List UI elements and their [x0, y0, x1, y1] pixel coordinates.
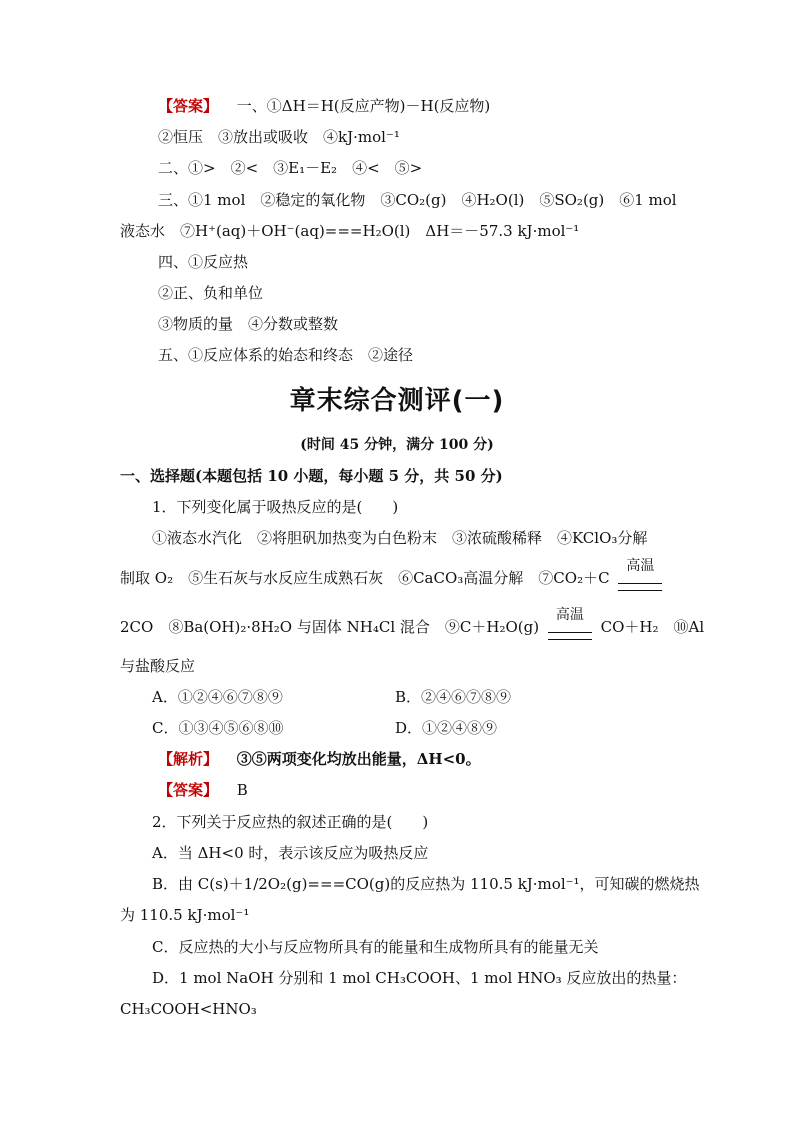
- q1-line-2-text: 制取 O₂ ⑤生石灰与水反应生成熟石灰 ⑥CaCO₃高温分解 ⑦CO₂＋C: [120, 569, 610, 587]
- answer-line-8: ③物质的量 ④分数或整数: [158, 315, 339, 333]
- q2-option-b-cont: 为 110.5 kJ·mol⁻¹: [120, 906, 250, 924]
- reaction-condition-1: [618, 558, 662, 583]
- reaction-condition-2: [548, 607, 592, 632]
- q1-answer-tag: 【答案】: [158, 781, 219, 799]
- q1-option-c: C．①③④⑤⑥⑧⑩: [152, 719, 284, 737]
- q1-line-2: [120, 558, 662, 588]
- q2-stem: 2．下列关于反应热的叙述正确的是( ): [152, 813, 429, 831]
- q2-option-a: A．当 ΔH<0 时，表示该反应为吸热反应: [152, 844, 429, 862]
- q1-option-a: A．①②④⑥⑦⑧⑨: [152, 688, 283, 706]
- q2-option-d-cont: CH₃COOH<HNO₃: [120, 1000, 257, 1018]
- q1-answer: [158, 780, 248, 800]
- section-heading: 一、选择题(本题包括 10 小题，每小题 5 分，共 50 分): [120, 467, 503, 485]
- q1-line-3: [120, 607, 705, 637]
- q1-stem: 1．下列变化属于吸热反应的是( ): [152, 498, 399, 516]
- q2-option-d: D．1 mol NaOH 分别和 1 mol CH₃COOH、1 mol HNO₃ 反应放出的热量：: [152, 969, 687, 987]
- answer-line-9: 五、①反应体系的始态和终态 ②途径: [158, 346, 414, 364]
- condition-label-2: 高温: [555, 607, 584, 623]
- q1-analysis: [158, 749, 481, 769]
- page-title: 章末综合测评(一): [289, 386, 505, 416]
- answer-text-1: 一、①ΔH＝H(反应产物)－H(反应物): [236, 97, 491, 115]
- answer-line-5: 液态水 ⑦H⁺(aq)＋OH⁻(aq)===H₂O(l) ΔH＝－57.3 kJ·mol⁻¹: [120, 222, 580, 240]
- answer-line-7: ②正、负和单位: [158, 284, 264, 302]
- q1-line-4: 与盐酸反应: [120, 657, 196, 675]
- answer-line-1: [158, 96, 490, 116]
- answer-tag: 【答案】: [158, 97, 219, 115]
- q1-line-3-text: 2CO ⑧Ba(OH)₂·8H₂O 与固体 NH₄Cl 混合 ⑨C＋H₂O(g): [120, 618, 540, 636]
- equal-sign-1: [618, 583, 662, 591]
- equal-sign-2: [548, 632, 592, 640]
- q1-answer-value: B: [236, 781, 248, 799]
- analysis-text: ③⑤两项变化均放出能量，ΔH<0。: [236, 750, 481, 768]
- answer-line-3: 二、①> ②< ③E₁－E₂ ④< ⑤>: [158, 159, 423, 177]
- q2-option-b: B．由 C(s)＋1/2O₂(g)===CO(g)的反应热为 110.5 kJ·mol⁻¹，可知碳的燃烧热: [152, 875, 700, 893]
- answer-line-6: 四、①反应热: [158, 253, 249, 271]
- q1-option-d: D．①②④⑧⑨: [395, 719, 498, 737]
- answer-line-4: 三、①1 mol ②稳定的氧化物 ③CO₂(g) ④H₂O(l) ⑤SO₂(g) ⑥1 mol: [158, 191, 677, 209]
- answer-line-2: ②恒压 ③放出或吸收 ④kJ·mol⁻¹: [158, 128, 400, 146]
- page-subtitle: (时间 45 分钟，满分 100 分): [300, 437, 494, 453]
- analysis-tag: 【解析】: [158, 750, 219, 768]
- condition-label-1: 高温: [626, 558, 655, 574]
- q1-line-1: ①液态水汽化 ②将胆矾加热变为白色粉末 ③浓硫酸稀释 ④KClO₃分解: [152, 529, 648, 547]
- q1-line-3-tail: CO＋H₂ ⑩Al: [600, 618, 705, 636]
- q1-option-b: B．②④⑥⑦⑧⑨: [395, 688, 512, 706]
- q2-option-c: C．反应热的大小与反应物所具有的能量和生成物所具有的能量无关: [152, 938, 599, 956]
